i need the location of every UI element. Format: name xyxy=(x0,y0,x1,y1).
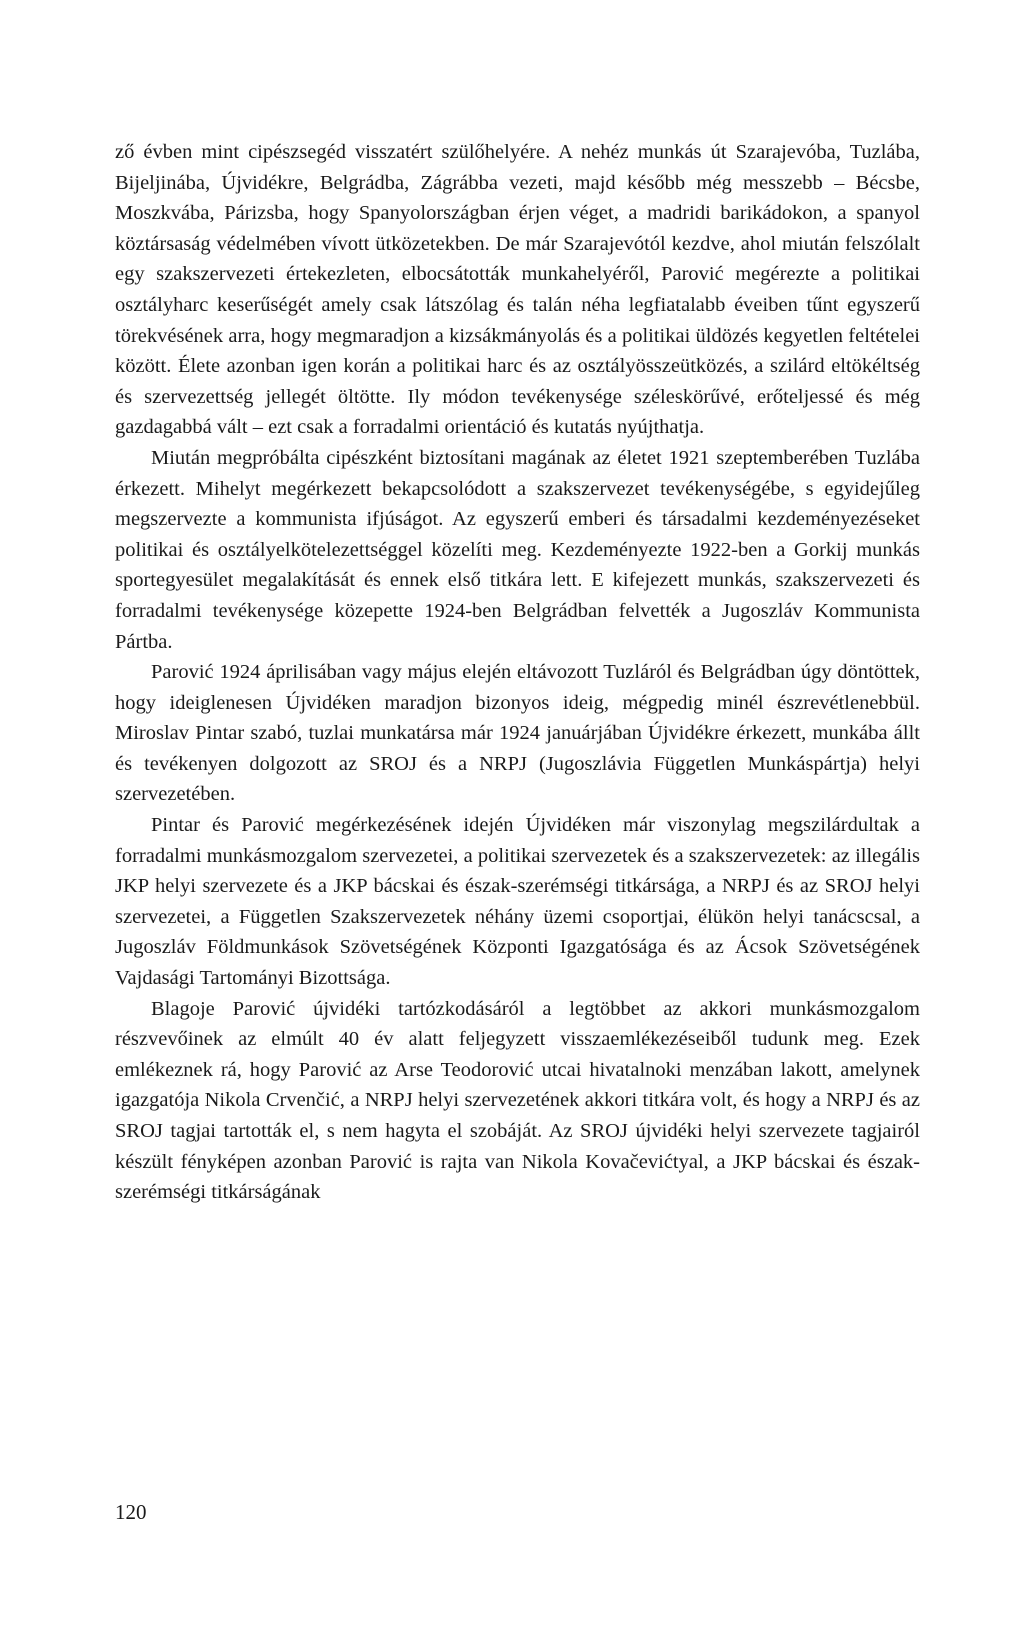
paragraph-5: Blagoje Parović újvidéki tartózkodásáról a legtöbbet az akkori munkásmozgalom részvevőinek az elmúlt 40 év alatt feljegyzett visszaemlékezéseiből tudunk meg. Ezek emlékeznek rá, hogy Parović az Arse Teodorović utcai hivatalnoki menzában lakott, amelynek igazgatója Nikola Crvenčić, a NRPJ helyi szervezetének akkori titkára volt, és hogy a NRPJ és az SROJ tagjai tartották el, s nem hagyta el szobáját. Az SROJ újvidéki helyi szervezete tagjairól készült fényképen azonban Parović is rajta van Nikola Kovačevićtyal, a JKP bácskai és észak-szerémségi titkárságának xyxy=(115,997,920,1204)
body-text xyxy=(115,137,920,1208)
paragraph-1: ző évben mint cipészsegéd visszatért szülőhelyére. A nehéz munkás út Szarajevóba, Tuzlába, Bijeljinába, Újvidékre, Belgrádba, Zágrábba vezeti, majd később még messzebb – Bécsbe, Moszkvába, Párizsba, hogy Spanyolországban érjen véget, a madridi barikádokon, a spanyol köztársaság védelmében vívott ütközetekben. De már Szarajevótól kezdve, ahol miután felszólalt egy szakszervezeti értekezleten, elbocsátották munkahelyéről, Parović megérezte a politikai osztályharc keserűségét amely csak látszólag és talán néha legfiatalabb éveiben tűnt egyszerű törekvésének arra, hogy megmaradjon a kizsákmányolás és a politikai üldözés kegyetlen feltételei között. Élete azonban igen korán a politikai harc és az osztályösszeütközés, a szilárd eltökéltség és szervezettség jellegét öltötte. Ily módon tevékenysége széleskörűvé, erőteljessé és még gazdagabbá vált – ezt csak a forradalmi orientáció és kutatás nyújthatja. xyxy=(115,141,920,439)
paragraph-3: Parović 1924 áprilisában vagy május elején eltávozott Tuzláról és Belgrádban úgy döntöttek, hogy ideiglenesen Újvidéken maradjon bizonyos ideig, mégpedig minél észrevétlenebbül. Miroslav Pintar szabó, tuzlai munkatársa már 1924 januárjában Újvidékre érkezett, munkába állt és tevékenyen dolgozott az SROJ és a NRPJ (Jugoszlávia Független Munkáspártja) helyi szervezetében. xyxy=(115,661,920,806)
paragraph-4: Pintar és Parović megérkezésének idején Újvidéken már viszonylag megszilárdultak a forradalmi munkásmozgalom szervezetei, a politikai szervezetek és a szakszervezetek: az illegális JKP helyi szervezete és a JKP bácskai és észak-szerémségi titkársága, a NRPJ és az SROJ helyi szervezetei, a Független Szakszervezetek néhány üzemi csoportjai, élükön helyi tanácscsal, a Jugoszláv Földmunkások Szövetségének Központi Igazgatósága és az Ácsok Szövetségének Vajdasági Tartományi Bizottsága. xyxy=(115,814,920,990)
paragraph-2: Miután megpróbálta cipészként biztosítani magának az életet 1921 szeptemberében Tuzlába érkezett. Mihelyt megérkezett bekapcsolódott a szakszervezet tevékenységébe, s egyidejűleg megszervezte a kommunista ifjúságot. Az egyszerű emberi és társadalmi kezdeményezéseket politikai és osztályelkötelezettséggel közelíti meg. Kezdeményezte 1922-ben a Gorkij munkás sportegyesület megalakítását és ennek első titkára lett. E kifejezett munkás, szakszervezeti és forradalmi tevékenysége közepette 1924-ben Belgrádban felvették a Jugoszláv Kommunista Pártba. xyxy=(115,446,920,653)
page-number: 120 xyxy=(115,1500,147,1524)
